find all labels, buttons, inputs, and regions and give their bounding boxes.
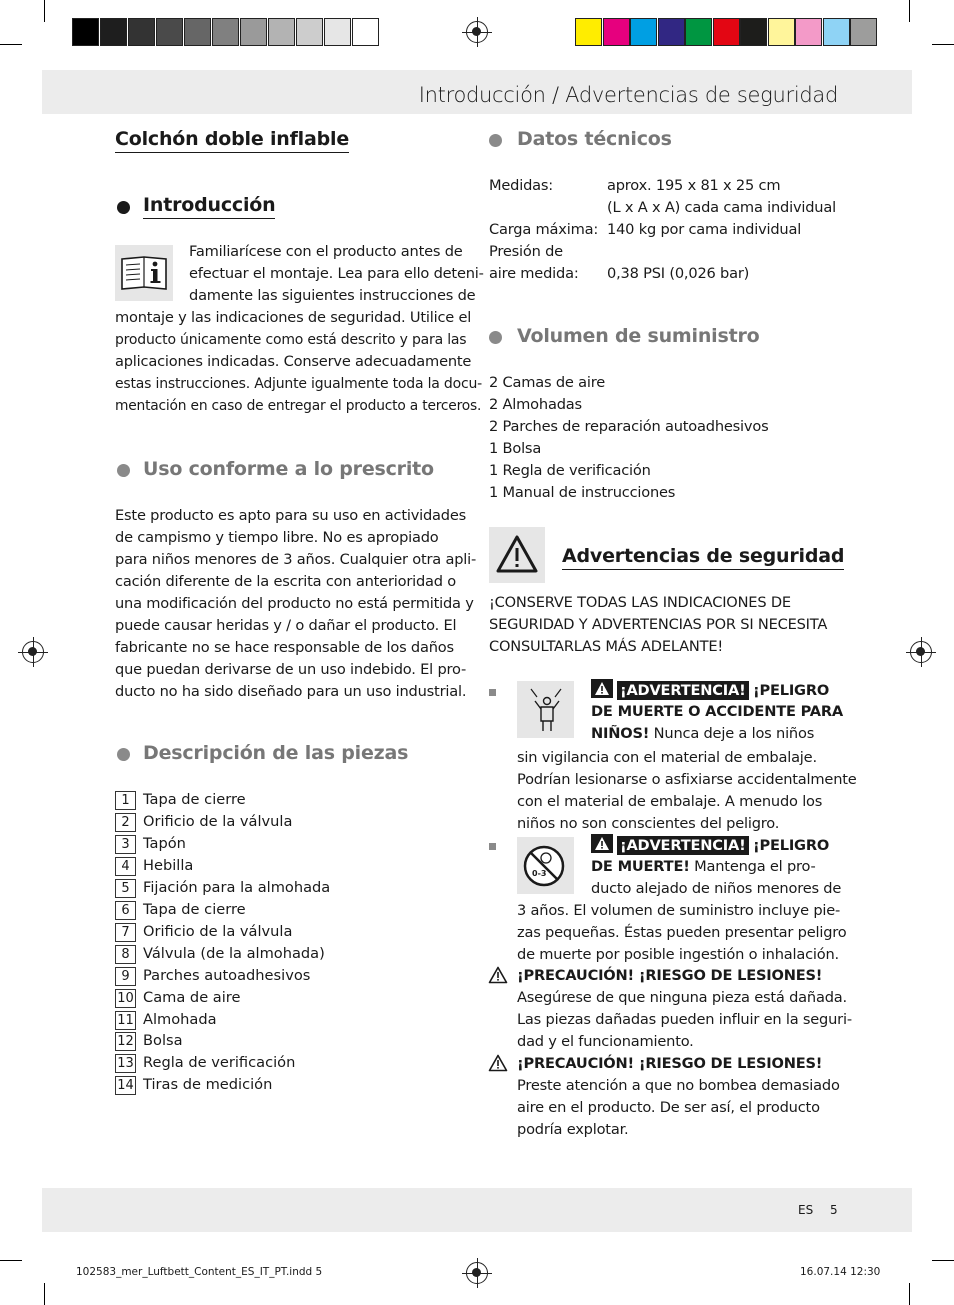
part-label: Hebilla — [143, 856, 194, 874]
part-label: Cama de aire — [143, 988, 241, 1006]
text-line: con el material de embalaje. A menudo los — [517, 793, 823, 810]
tech-key: Presión de — [489, 243, 563, 260]
text-line: para niños menores de 3 años. Cualquier otra apli- — [115, 551, 477, 568]
text-line: CONSULTARLAS MÁS ADELANTE! — [489, 638, 723, 655]
part-number: 1 — [115, 791, 136, 810]
text-line: Asegúrese de que ninguna pieza está dañada. — [517, 989, 847, 1006]
page-number: 5 — [830, 1203, 838, 1217]
footer-band — [42, 1188, 912, 1232]
warning-line — [591, 679, 843, 701]
text-line: Nunca deje a los niños — [649, 725, 815, 742]
text-line: puede causar heridas y / o dañar el producto. El — [115, 617, 457, 634]
color-swatch — [658, 18, 685, 46]
supply-list — [489, 372, 768, 504]
text-line: una modificación del producto no está permitida y — [115, 595, 474, 612]
text-line: que puedan derivarse de un uso indebido. El pro- — [115, 661, 467, 678]
part-number: 6 — [115, 901, 136, 920]
crop-mark — [932, 1260, 954, 1261]
part-number: 5 — [115, 879, 136, 898]
part-number: 12 — [115, 1032, 136, 1051]
warning-bold: ¡PELIGRO — [753, 682, 830, 699]
language-code: ES — [798, 1203, 814, 1217]
warning-triangle-icon — [489, 527, 545, 583]
crop-mark — [909, 1283, 910, 1305]
caution-title: ¡PRECAUCIÓN! ¡RIESGO DE LESIONES! — [517, 1055, 823, 1072]
part-number: 2 — [115, 813, 136, 832]
child-danger-icon — [517, 681, 574, 738]
intro-text — [189, 241, 484, 307]
use-text — [115, 505, 476, 703]
caution-overinflate — [517, 1053, 840, 1141]
use-heading: Uso conforme a lo prescrito — [143, 458, 434, 480]
color-swatch — [603, 18, 630, 46]
text-line: fabricante no se hace responsable de los daños — [115, 639, 454, 656]
color-swatch — [823, 18, 850, 46]
warning-line — [591, 834, 841, 856]
color-swatch — [740, 18, 767, 46]
color-swatch — [768, 18, 795, 46]
registration-mark-icon — [22, 641, 44, 663]
part-label: Fijación para la almohada — [143, 878, 331, 896]
tech-key: aire medida: — [489, 265, 579, 282]
part-label: Bolsa — [143, 1032, 183, 1050]
crop-mark — [44, 1283, 45, 1305]
tech-value: 140 kg por cama individual — [607, 221, 802, 238]
part-number: 7 — [115, 923, 136, 942]
text-line: de campismo y tiempo libre. No es apropiado — [115, 529, 439, 546]
caution-triangle-icon — [488, 966, 508, 988]
part-number: 14 — [115, 1076, 136, 1095]
text-line: Mantenga el pro- — [689, 858, 816, 875]
tech-heading: Datos técnicos — [517, 128, 672, 150]
section-bullet-icon — [489, 331, 502, 344]
crop-mark — [44, 0, 45, 22]
registration-mark-icon — [466, 1262, 488, 1284]
warning-label: ¡ADVERTENCIA! — [617, 681, 749, 700]
text-line: producto únicamente como está descrito y para las — [115, 332, 467, 348]
color-swatch — [795, 18, 822, 46]
part-label: Orificio de la válvula — [143, 812, 293, 830]
tech-value: (L x A x A) cada cama individual — [607, 199, 836, 216]
age-label: 0-3 — [532, 869, 547, 878]
color-swatch — [685, 18, 712, 46]
text-line: cación diferente de la escrita con anterioridad o — [115, 573, 457, 590]
text-line: damente las siguientes instrucciones de — [189, 287, 476, 304]
file-name: 102583_mer_Luftbett_Content_ES_IT_PT.indd 5 — [76, 1266, 323, 1278]
warning-children — [591, 679, 843, 745]
part-label: Orificio de la válvula — [143, 922, 293, 940]
text-line: aplicaciones indicadas. Conserve adecuadamente — [115, 353, 472, 370]
print-date: 16.07.14 12:30 — [800, 1266, 881, 1278]
info-manual-icon — [115, 245, 173, 301]
warning-bold: ¡PELIGRO — [753, 837, 830, 854]
list-item: 2 Parches de reparación autoadhesivos — [489, 418, 769, 435]
color-swatch — [575, 18, 602, 46]
text-line: Este producto es apto para su uso en actividades — [115, 507, 467, 524]
warning-label: ¡ADVERTENCIA! — [617, 836, 749, 855]
part-number: 4 — [115, 857, 136, 876]
part-label: Válvula (de la almohada) — [143, 944, 325, 962]
part-number: 3 — [115, 835, 136, 854]
part-label: Tapa de cierre — [143, 900, 246, 918]
crop-mark — [0, 1260, 22, 1261]
text-line: Preste atención a que no bombea demasiado — [517, 1077, 840, 1094]
text-line: aire en el producto. De ser así, el producto — [517, 1099, 820, 1116]
caution-damage — [517, 965, 852, 1053]
tech-value: aprox. 195 x 81 x 25 cm — [607, 177, 781, 194]
registration-mark-icon — [466, 21, 488, 43]
list-item: 2 Almohadas — [489, 396, 582, 413]
tech-key: Medidas: — [489, 177, 554, 194]
intro-text-continued — [115, 307, 482, 417]
part-number: 10 — [115, 989, 136, 1008]
caution-triangle-icon — [488, 1054, 508, 1076]
section-bullet-icon — [489, 134, 502, 147]
registration-mark-icon — [910, 641, 932, 663]
color-swatch — [713, 18, 740, 46]
color-swatch — [850, 18, 877, 46]
section-bullet-icon — [117, 748, 130, 761]
list-item: 2 Camas de aire — [489, 374, 605, 391]
crop-mark — [0, 44, 22, 45]
tech-key: Carga máxima: — [489, 221, 599, 238]
part-number: 9 — [115, 967, 136, 986]
part-label: Regla de verificación — [143, 1054, 296, 1072]
list-bullet-icon — [489, 843, 496, 850]
tech-value: 0,38 PSI (0,026 bar) — [607, 265, 750, 282]
text-line: ¡CONSERVE TODAS LAS INDICACIONES DE — [489, 594, 791, 611]
crop-mark — [932, 44, 954, 45]
part-label: Parches autoadhesivos — [143, 966, 311, 984]
text-line: Las piezas dañadas pueden influir en la seguri- — [517, 1011, 852, 1028]
safety-heading: Advertencias de seguridad — [562, 545, 844, 570]
text-line: zas pequeñas. Éstas pueden presentar peligro — [517, 924, 847, 941]
text-line: Familiarícese con el producto antes de — [189, 243, 463, 260]
part-number: 11 — [115, 1011, 136, 1030]
text-line: efectuar el montaje. Lea para ello deteni- — [189, 265, 484, 282]
section-bullet-icon — [117, 201, 130, 214]
text-line: 3 años. El volumen de suministro incluye pie- — [517, 902, 841, 919]
section-bullet-icon — [117, 464, 130, 477]
product-title: Colchón doble inflable — [115, 128, 349, 153]
caution-title: ¡PRECAUCIÓN! ¡RIESGO DE LESIONES! — [517, 967, 823, 984]
part-number: 8 — [115, 945, 136, 964]
text-line: sin vigilancia con el material de embalaje. — [517, 749, 817, 766]
list-item: 1 Bolsa — [489, 440, 542, 457]
supply-heading: Volumen de suministro — [517, 325, 760, 347]
color-swatch — [630, 18, 657, 46]
text-line: Podrían lesionarse o asfixiarse accidentalmente — [517, 771, 857, 788]
not-for-under-3-icon — [517, 837, 574, 894]
text-line: de muerte por posible ingestión o inhalación. — [517, 946, 839, 963]
text-line: niños no son conscientes del peligro. — [517, 815, 780, 832]
text-line: podría explotar. — [517, 1121, 629, 1138]
text-line: estas instrucciones. Adjunte igualmente toda la docu- — [115, 376, 482, 392]
list-bullet-icon — [489, 689, 496, 696]
intro-heading: Introducción — [143, 194, 275, 219]
warning-small-parts — [591, 834, 841, 900]
part-number: 13 — [115, 1054, 136, 1073]
part-label: Tiras de medición — [143, 1076, 273, 1094]
warning-bold: DE MUERTE O ACCIDENTE PARA — [591, 703, 844, 720]
list-item: 1 Manual de instrucciones — [489, 484, 676, 501]
text-line: SEGURIDAD Y ADVERTENCIAS POR SI NECESITA — [489, 616, 828, 633]
text-line: montaje y las indicaciones de seguridad. Utilice el — [115, 309, 472, 326]
text-line: mentación en caso de entregar el producto a terceros. — [115, 398, 482, 414]
text-line: dad y el funcionamiento. — [517, 1033, 694, 1050]
part-label: Almohada — [143, 1010, 217, 1028]
list-item: 1 Regla de verificación — [489, 462, 651, 479]
warning-small-parts-text — [517, 900, 847, 966]
crop-mark — [909, 0, 910, 22]
text-line: ducto no ha sido diseñado para un uso industrial. — [115, 683, 467, 700]
part-label: Tapa de cierre — [143, 791, 246, 808]
warning-children-text — [517, 747, 857, 835]
text-line: ducto alejado de niños menores de — [591, 880, 842, 897]
page-title: Introducción / Advertencias de seguridad — [418, 83, 838, 107]
safety-keep-notice — [489, 592, 827, 658]
warning-bold: DE MUERTE! — [591, 858, 690, 875]
part-label: Tapón — [143, 834, 186, 852]
parts-heading: Descripción de las piezas — [143, 742, 409, 764]
warning-bold: NIÑOS! — [591, 725, 650, 742]
